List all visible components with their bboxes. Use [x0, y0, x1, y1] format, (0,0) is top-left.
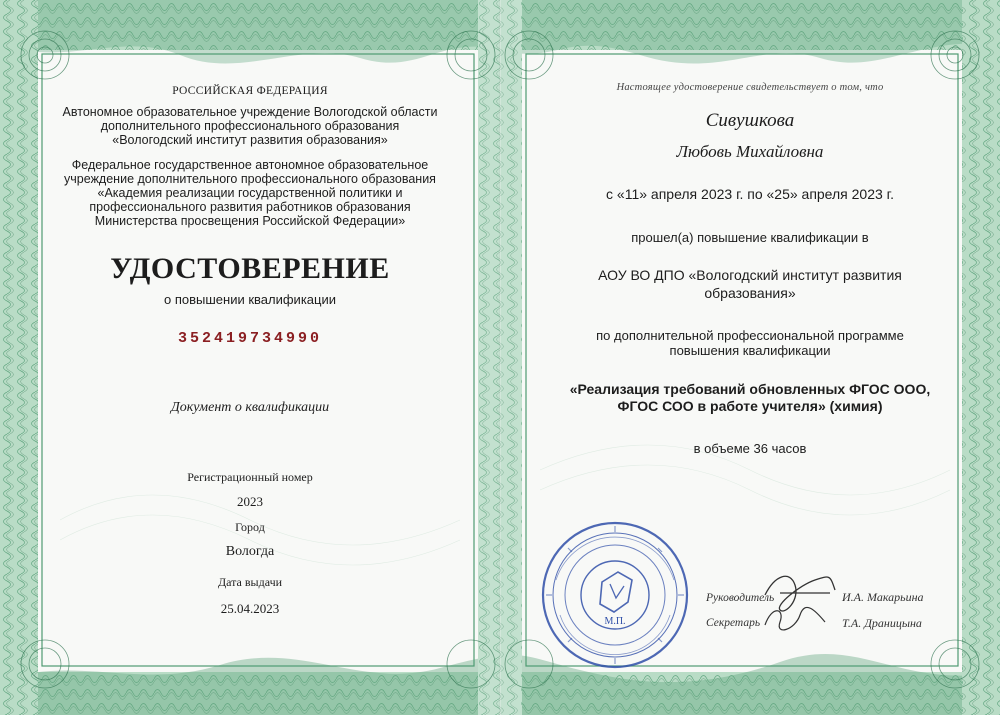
serial-number: 352419734990 — [177, 330, 323, 347]
intro-text: Настоящее удостоверение свидетельствует о том, что — [616, 82, 884, 93]
program-title: «Реализация требований обновленных ФГОС ООО, ФГОС СОО в работе учителя» (химия) — [569, 381, 931, 414]
official-seal — [540, 520, 690, 670]
program-type: по дополнительной профессиональной программе повышения квалификации — [596, 328, 904, 358]
registration-label: Регистрационный номер — [187, 470, 313, 484]
country-label: РОССИЙСКАЯ ФЕДЕРАЦИЯ — [172, 85, 328, 97]
seal-mp-label: М.П. — [604, 616, 626, 627]
document-title: УДОСТОВЕРЕНИЕ — [110, 252, 390, 285]
city-value: Вологда — [225, 544, 275, 559]
head-name: И.А. Макарьина — [842, 590, 924, 604]
document-subtitle: о повышении квалификации — [164, 292, 336, 307]
holder-name: Любовь Михайловна — [676, 142, 824, 161]
city-label: Город — [235, 520, 265, 534]
issuer-organization: Автономное образовательное учреждение Вологодской области дополнительного профессионального образования «Вологодский институт развития образования» — [62, 105, 438, 147]
registration-number: 2023 — [237, 494, 263, 509]
holder-surname: Сивушкова — [705, 110, 795, 131]
secretary-name: Т.А. Драницына — [842, 616, 922, 630]
secretary-role: Секретарь — [706, 617, 761, 629]
issue-date-label: Дата выдачи — [217, 575, 283, 589]
document-qualification-label: Документ о квалификации — [170, 400, 330, 415]
passed-text: прошел(а) повышение квалификации в — [631, 230, 869, 245]
issue-date: 25.04.2023 — [220, 601, 280, 616]
institution-name: АОУ ВО ДПО «Вологодский институт развития образования» — [598, 267, 902, 301]
training-period: с «11» апреля 2023 г. по «25» апреля 2023 г. — [606, 186, 894, 202]
head-role: Руководитель — [706, 592, 775, 604]
program-volume: в объеме 36 часов — [693, 441, 807, 456]
partner-organization: Федеральное государственное автономное образовательное учреждение дополнительного профессионального образования «Академия реализации государственной политики и профессионального развития работников образования Министерства просвещения Российской Федерации» — [64, 158, 436, 228]
secretary-signature — [760, 600, 830, 640]
